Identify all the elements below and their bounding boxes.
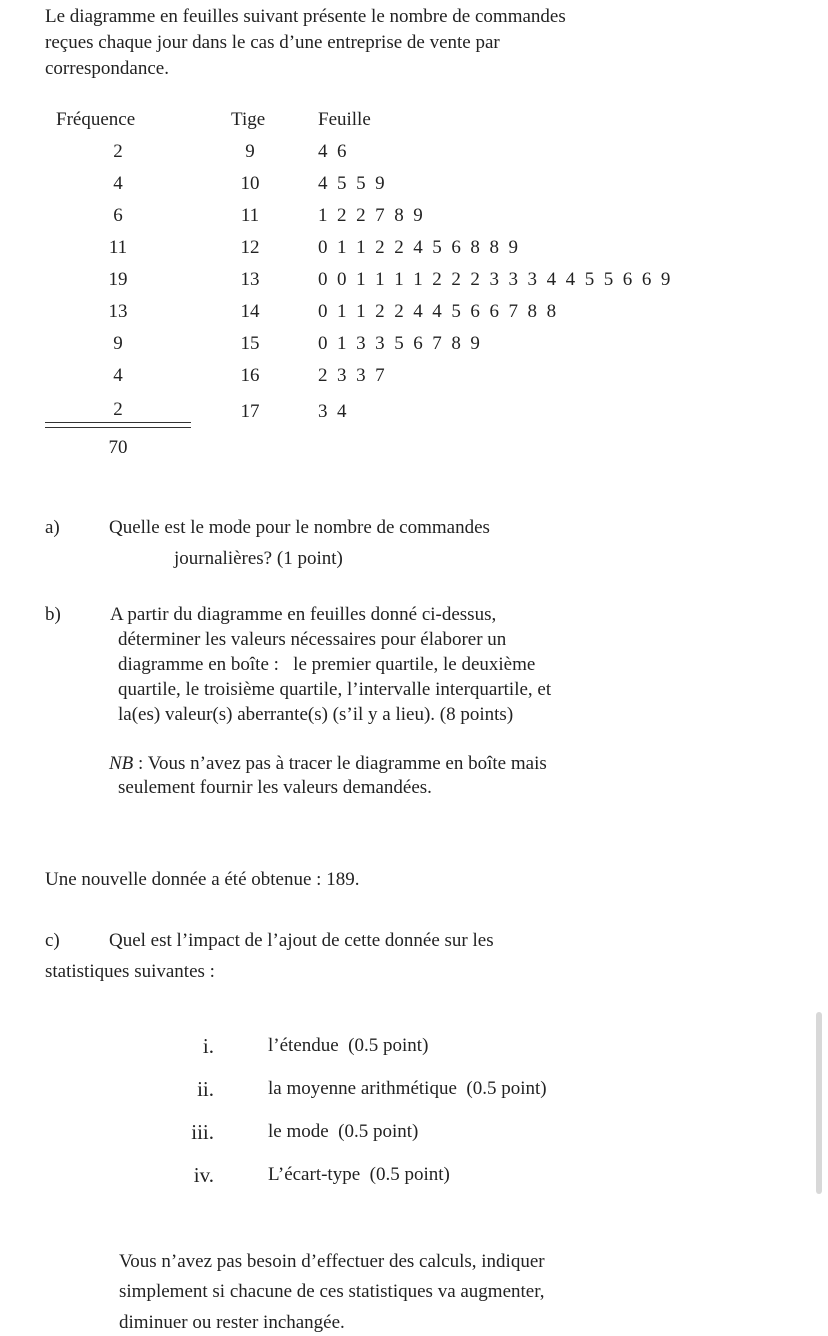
item-text: l’étendue (0.5 point) [268,1035,429,1056]
feuille-cell: 2 3 3 7 [318,365,388,386]
tige-cell: 12 [240,237,260,258]
new-data-statement: Une nouvelle donnée a été obtenue : 189. [45,869,360,890]
tige-cell: 14 [240,301,260,322]
tige-cell: 13 [240,269,260,290]
freq-cell: 19 [108,269,128,290]
header-tige: Tige [231,109,266,130]
item-text: L’écart-type (0.5 point) [268,1164,450,1185]
item-number: iv. [193,1163,214,1187]
tige-cell: 16 [240,365,260,386]
nb-label: NB [109,753,134,774]
final-line: simplement si chacune de ces statistiques va augmenter, [119,1281,545,1302]
item-text: la moyenne arithmétique (0.5 point) [268,1078,547,1099]
freq-cell: 2 [113,141,123,162]
question-text: déterminer les valeurs nécessaires pour élaborer un [118,629,507,650]
tige-cell: 10 [240,173,260,194]
tige-cell: 11 [240,205,260,226]
final-line: Vous n’avez pas besoin d’effectuer des calculs, indiquer [119,1251,545,1272]
header-frequence: Fréquence [56,109,136,130]
nb-note [109,753,547,775]
feuille-cell: 0 0 1 1 1 1 2 2 2 3 3 3 4 4 5 5 6 6 9 [318,269,673,290]
feuille-cell: 0 1 1 2 2 4 4 5 6 6 7 8 8 [318,301,559,322]
intro-line: Le diagramme en feuilles suivant présente le nombre de commandes [45,6,566,27]
tige-cell: 17 [240,401,260,422]
total-divider [45,427,191,428]
feuille-cell: 1 2 2 7 8 9 [318,205,426,226]
question-label: a) [45,517,60,538]
tige-cell: 9 [245,141,255,162]
item-number: ii. [197,1077,214,1101]
item-number: i. [202,1034,214,1058]
question-text: statistiques suivantes : [45,961,215,982]
intro-line: correspondance. [45,58,169,79]
item-text: le mode (0.5 point) [268,1121,419,1142]
total-divider [45,422,191,423]
nb-text: : Vous n’avez pas à tracer le diagramme en boîte mais [133,753,547,774]
question-text: Quel est l’impact de l’ajout de cette donnée sur les [109,930,494,951]
freq-cell: 4 [113,173,123,194]
freq-cell: 6 [113,205,123,226]
item-number: iii. [191,1120,214,1144]
freq-total: 70 [108,437,128,458]
intro-line: reçues chaque jour dans le cas d’une entreprise de vente par [45,32,500,53]
question-text: journalières? (1 point) [174,548,343,569]
freq-cell: 9 [113,333,123,354]
nb-text: seulement fournir les valeurs demandées. [118,777,432,798]
feuille-cell: 3 4 [318,401,349,422]
freq-cell: 13 [108,301,128,322]
final-line: diminuer ou rester inchangée. [119,1312,345,1333]
question-text: diagramme en boîte : le premier quartile, le deuxième [118,654,536,675]
question-text: quartile, le troisième quartile, l’intervalle interquartile, et [118,679,552,700]
feuille-cell: 0 1 1 2 2 4 5 6 8 8 9 [318,237,521,258]
tige-cell: 15 [240,333,260,354]
feuille-cell: 4 5 5 9 [318,173,388,194]
feuille-cell: 4 6 [318,141,349,162]
question-label: c) [45,930,60,951]
intro-paragraph [45,4,625,82]
question-text: A partir du diagramme en feuilles donné ci-dessus, [110,604,497,625]
scrollbar-thumb[interactable] [816,1012,822,1194]
question-text: Quelle est le mode pour le nombre de commandes [109,517,490,538]
feuille-cell: 0 1 3 3 5 6 7 8 9 [318,333,483,354]
freq-cell: 2 [113,399,123,420]
question-label: b) [45,604,61,625]
freq-cell: 11 [108,237,128,258]
question-text: la(es) valeur(s) aberrante(s) (s’il y a lieu). (8 points) [118,704,514,725]
header-feuille: Feuille [318,109,371,130]
freq-cell: 4 [113,365,123,386]
